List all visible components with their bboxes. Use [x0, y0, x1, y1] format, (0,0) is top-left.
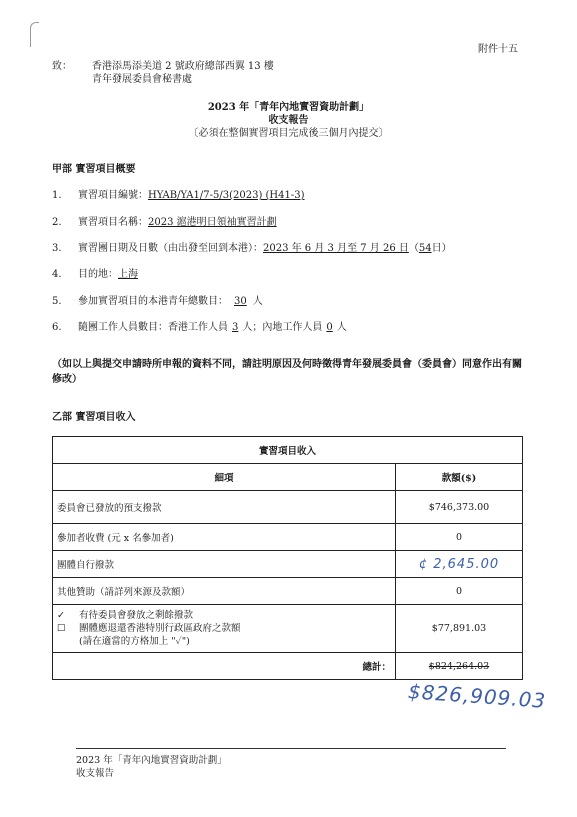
- to-address-line2: 青年發展委員會秘書處: [92, 74, 192, 85]
- check-instruction: (請在適當的方格加上 "✓"): [79, 636, 190, 647]
- table-row: [53, 578, 523, 605]
- total-amount: [396, 653, 523, 680]
- destination: 上海: [118, 269, 138, 280]
- table-total-row: [53, 653, 523, 680]
- item-label: 隨團工作人員數目：香港工作人員: [78, 322, 228, 333]
- item-number: 6.: [52, 322, 62, 333]
- row-amount: 0: [396, 578, 523, 605]
- to-label: 致：: [52, 61, 72, 72]
- handwritten-amount: ¢ 2,645.00: [418, 556, 500, 572]
- project-dates: 2023 年 6 月 3 月至 7 月 26 日: [263, 243, 409, 254]
- item-suffix: 人: [252, 296, 263, 307]
- item-5: [52, 292, 263, 307]
- table-row: [53, 551, 523, 578]
- pencil-mark: [30, 22, 39, 47]
- row-item: 委員會已發放的預支撥款: [53, 491, 396, 524]
- report-subtitle: 收支報告: [268, 115, 309, 126]
- section-a-heading: 甲部 實習項目概要: [52, 164, 136, 175]
- table-title: 實習項目收入: [53, 437, 523, 464]
- project-number: HYAB/YA1/7-5/3(2023) (H41-3): [148, 190, 305, 201]
- handwritten-total: $826,909.03: [407, 679, 547, 713]
- checked-checkmark-icon[interactable]: ✓: [57, 610, 65, 621]
- table-row: [53, 491, 523, 524]
- to-address-line1: 香港添馬添美道 2 號政府總部西翼 13 樓: [92, 61, 274, 72]
- row-item: 參加者收費 (元 x 名參加者): [53, 524, 396, 551]
- balance-options: [53, 605, 396, 653]
- row-item: 團體自行撥款: [53, 551, 396, 578]
- report-deadline-note: 〔必須在整個實習項目完成後三個月內提交〕: [188, 128, 389, 139]
- item-text: 日）: [431, 243, 452, 254]
- item-6: [52, 318, 347, 333]
- struck-total: $824,264.03: [428, 660, 490, 672]
- option-refund: 團體應退還香港特別行政區政府之款額: [79, 623, 241, 634]
- footer-divider: [76, 748, 506, 749]
- item-label: 實習項目編號：: [78, 190, 148, 201]
- footer-subtitle: 收支報告: [76, 768, 115, 779]
- project-days: 54: [418, 243, 432, 254]
- hk-staff-count: 3: [232, 322, 239, 333]
- row-amount: $77,891.03: [396, 605, 523, 653]
- item-label: 參加實習項目的本港青年總數目：: [78, 296, 228, 307]
- item-4: [52, 265, 138, 280]
- item-label: 實習項目名稱：: [78, 217, 148, 228]
- item-suffix: 人: [336, 322, 347, 333]
- item-number: 4.: [52, 269, 62, 280]
- item-3: [52, 239, 452, 254]
- mainland-staff-count: 0: [326, 322, 333, 333]
- table-row: [53, 524, 523, 551]
- footer-title: 2023 年「青年內地實習資助計劃」: [76, 755, 227, 766]
- appendix-label: 附件十五: [478, 44, 518, 55]
- empty-checkbox-icon[interactable]: ☐: [57, 623, 66, 634]
- row-amount: [396, 551, 523, 578]
- item-number: 3.: [52, 243, 62, 254]
- item-number: 5.: [52, 296, 62, 307]
- amendment-note: （如以上與提交申請時所申報的資料不同，請註明原因及何時徵得青年發展委員會（委員會）同意作出有關修改）: [52, 359, 522, 385]
- section-b-heading: 乙部 實習項目收入: [52, 412, 136, 423]
- total-label: 總計：: [53, 653, 396, 680]
- row-amount: $746,373.00: [396, 491, 523, 524]
- item-label: 實習團日期及日數（由出發至回到本港）：: [78, 243, 263, 254]
- youth-count: 30: [234, 296, 247, 307]
- row-amount: 0: [396, 524, 523, 551]
- report-title: 2023 年「青年內地實習資助計劃」: [207, 102, 370, 113]
- column-header-item: 細項: [53, 464, 396, 491]
- table-row: [53, 605, 523, 653]
- item-text: （: [408, 243, 419, 254]
- item-label: 目的地：: [78, 269, 118, 280]
- project-name: 2023 滬港明日領袖實習計劃: [148, 217, 277, 228]
- option-remaining-grant: 有待委員會發放之剩餘撥款: [79, 610, 194, 621]
- item-1: [52, 186, 305, 201]
- item-number: 2.: [52, 217, 62, 228]
- item-2: [52, 213, 277, 228]
- item-text: 人；內地工作人員: [242, 322, 323, 333]
- item-number: 1.: [52, 190, 62, 201]
- income-table: [52, 436, 523, 680]
- row-item: 其他贊助（請詳列來源及款額）: [53, 578, 396, 605]
- column-header-amount: 款額($): [396, 464, 523, 491]
